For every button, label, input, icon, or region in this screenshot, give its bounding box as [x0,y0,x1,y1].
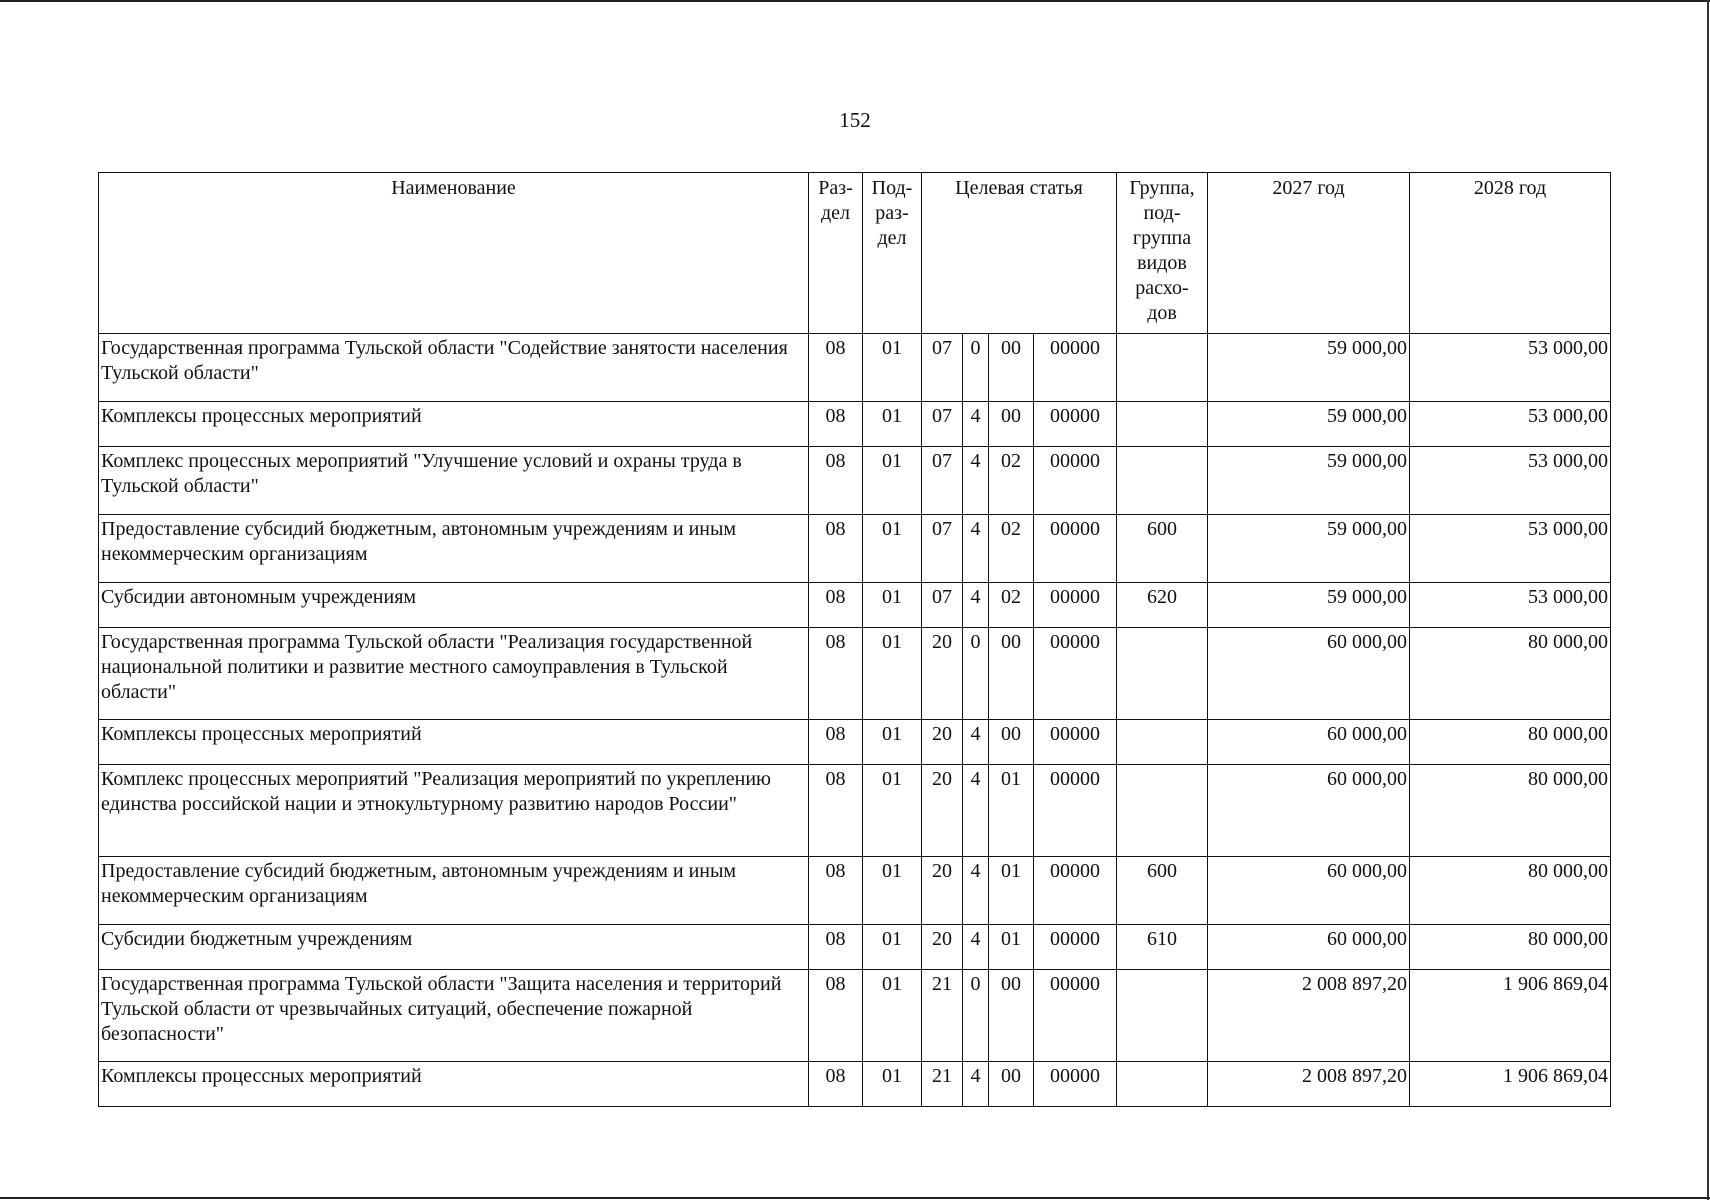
row-target-subprogram: 0 [963,334,989,402]
table-row [99,1062,1611,1107]
row-podrazdel: 01 [863,720,922,765]
scan-border-top [0,0,1710,2]
row-target-program: 20 [922,765,963,857]
budget-table [98,172,1611,1107]
row-amount-2028: 53 000,00 [1410,402,1611,447]
table-header-row [99,173,1611,334]
row-razdel: 08 [809,583,863,628]
row-target-program: 07 [922,515,963,583]
row-razdel: 08 [809,447,863,515]
row-amount-2027: 59 000,00 [1208,515,1410,583]
row-target-direction: 00000 [1034,583,1117,628]
row-amount-2028: 53 000,00 [1410,447,1611,515]
row-podrazdel: 01 [863,1062,922,1107]
row-podrazdel: 01 [863,515,922,583]
row-expense-group [1117,1062,1208,1107]
row-expense-group [1117,447,1208,515]
row-target-direction: 00000 [1034,970,1117,1062]
row-expense-group: 610 [1117,925,1208,970]
row-target-structure: 00 [989,628,1034,720]
row-amount-2027: 60 000,00 [1208,857,1410,925]
row-podrazdel: 01 [863,970,922,1062]
row-name: Комплекс процессных мероприятий "Улучшение условий и охраны труда в Тульской области" [99,447,809,515]
row-amount-2027: 2 008 897,20 [1208,970,1410,1062]
row-target-direction: 00000 [1034,1062,1117,1107]
header-target-article: Целевая статья [922,173,1117,334]
row-expense-group: 600 [1117,515,1208,583]
row-target-program: 20 [922,925,963,970]
row-target-subprogram: 4 [963,447,989,515]
header-name: Наименование [99,173,809,334]
page-number: 152 [839,108,871,132]
row-target-direction: 00000 [1034,765,1117,857]
table-row [99,925,1611,970]
row-target-subprogram: 4 [963,583,989,628]
row-target-program: 07 [922,334,963,402]
row-target-direction: 00000 [1034,334,1117,402]
row-target-subprogram: 4 [963,402,989,447]
row-razdel: 08 [809,402,863,447]
row-target-structure: 00 [989,720,1034,765]
table-row [99,628,1611,720]
table-row [99,720,1611,765]
row-target-structure: 00 [989,402,1034,447]
row-name: Комплексы процессных мероприятий [99,720,809,765]
row-razdel: 08 [809,765,863,857]
row-target-subprogram: 0 [963,628,989,720]
row-target-subprogram: 4 [963,1062,989,1107]
row-amount-2028: 53 000,00 [1410,334,1611,402]
row-amount-2027: 59 000,00 [1208,402,1410,447]
table-row [99,334,1611,402]
row-target-program: 07 [922,447,963,515]
row-amount-2027: 60 000,00 [1208,925,1410,970]
row-amount-2028: 53 000,00 [1410,515,1611,583]
row-target-direction: 00000 [1034,720,1117,765]
row-name: Субсидии бюджетным учреждениям [99,925,809,970]
row-name: Государственная программа Тульской области "Реализация государственной национальной политики и развитие местного самоуправления в Тульской области" [99,628,809,720]
header-year-2028: 2028 год [1410,173,1611,334]
row-razdel: 08 [809,515,863,583]
row-target-subprogram: 4 [963,765,989,857]
table-row [99,857,1611,925]
row-target-structure: 01 [989,925,1034,970]
row-target-program: 07 [922,402,963,447]
row-target-structure: 02 [989,583,1034,628]
row-target-program: 07 [922,583,963,628]
row-target-subprogram: 0 [963,970,989,1062]
row-target-direction: 00000 [1034,628,1117,720]
row-amount-2028: 80 000,00 [1410,765,1611,857]
row-target-direction: 00000 [1034,857,1117,925]
row-name: Комплексы процессных мероприятий [99,1062,809,1107]
row-amount-2027: 60 000,00 [1208,765,1410,857]
row-amount-2028: 80 000,00 [1410,628,1611,720]
row-name: Субсидии автономным учреждениям [99,583,809,628]
row-name: Государственная программа Тульской области "Содействие занятости населения Тульской области" [99,334,809,402]
row-podrazdel: 01 [863,583,922,628]
row-target-direction: 00000 [1034,515,1117,583]
row-target-program: 21 [922,970,963,1062]
row-amount-2027: 59 000,00 [1208,447,1410,515]
row-razdel: 08 [809,720,863,765]
row-razdel: 08 [809,628,863,720]
row-expense-group [1117,765,1208,857]
header-podrazdel: Под- раз- дел [863,173,922,334]
row-expense-group: 620 [1117,583,1208,628]
header-year-2027: 2027 год [1208,173,1410,334]
row-podrazdel: 01 [863,925,922,970]
row-name: Предоставление субсидий бюджетным, автономным учреждениям и иным некоммерческим организациям [99,857,809,925]
row-amount-2028: 80 000,00 [1410,925,1611,970]
row-amount-2028: 1 906 869,04 [1410,1062,1611,1107]
row-expense-group [1117,334,1208,402]
row-name: Комплекс процессных мероприятий "Реализация мероприятий по укреплению единства российской нации и этнокультурному развитию народов России" [99,765,809,857]
row-target-subprogram: 4 [963,515,989,583]
table-row [99,970,1611,1062]
row-target-program: 20 [922,720,963,765]
row-target-direction: 00000 [1034,925,1117,970]
row-name: Комплексы процессных мероприятий [99,402,809,447]
row-razdel: 08 [809,925,863,970]
table-row [99,402,1611,447]
row-target-subprogram: 4 [963,720,989,765]
row-target-program: 20 [922,857,963,925]
row-target-direction: 00000 [1034,447,1117,515]
row-target-structure: 00 [989,970,1034,1062]
row-amount-2027: 60 000,00 [1208,720,1410,765]
row-expense-group [1117,720,1208,765]
row-target-structure: 00 [989,1062,1034,1107]
row-target-program: 20 [922,628,963,720]
scan-border-right [1707,0,1709,1200]
row-target-program: 21 [922,1062,963,1107]
row-razdel: 08 [809,970,863,1062]
row-podrazdel: 01 [863,628,922,720]
row-amount-2028: 1 906 869,04 [1410,970,1611,1062]
row-expense-group [1117,628,1208,720]
table-row [99,515,1611,583]
row-amount-2027: 59 000,00 [1208,583,1410,628]
header-razdel: Раз- дел [809,173,863,334]
row-target-direction: 00000 [1034,402,1117,447]
row-amount-2027: 60 000,00 [1208,628,1410,720]
row-podrazdel: 01 [863,334,922,402]
row-amount-2028: 80 000,00 [1410,857,1611,925]
row-podrazdel: 01 [863,447,922,515]
row-expense-group [1117,402,1208,447]
table-row [99,583,1611,628]
row-name: Государственная программа Тульской области "Защита населения и территорий Тульской области от чрезвычайных ситуаций, обеспечение пожарной безопасности" [99,970,809,1062]
row-podrazdel: 01 [863,765,922,857]
row-target-subprogram: 4 [963,925,989,970]
row-amount-2027: 2 008 897,20 [1208,1062,1410,1107]
row-target-structure: 00 [989,334,1034,402]
row-expense-group: 600 [1117,857,1208,925]
row-amount-2027: 59 000,00 [1208,334,1410,402]
row-name: Предоставление субсидий бюджетным, автономным учреждениям и иным некоммерческим организациям [99,515,809,583]
table-row [99,447,1611,515]
row-razdel: 08 [809,857,863,925]
row-podrazdel: 01 [863,857,922,925]
table-body [99,334,1611,1107]
table-row [99,765,1611,857]
row-target-structure: 01 [989,765,1034,857]
row-target-structure: 02 [989,447,1034,515]
row-amount-2028: 53 000,00 [1410,583,1611,628]
row-razdel: 08 [809,1062,863,1107]
row-target-structure: 02 [989,515,1034,583]
row-amount-2028: 80 000,00 [1410,720,1611,765]
row-expense-group [1117,970,1208,1062]
row-podrazdel: 01 [863,402,922,447]
header-expense-group: Группа, под- группа видов расхо- дов [1117,173,1208,334]
row-target-structure: 01 [989,857,1034,925]
row-razdel: 08 [809,334,863,402]
scan-border-bottom [0,1197,1710,1199]
row-target-subprogram: 4 [963,857,989,925]
